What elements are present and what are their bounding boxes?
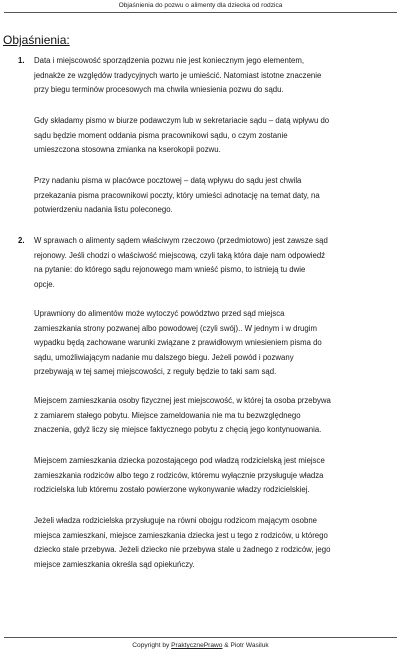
header-divider [4,12,397,13]
footer-link[interactable]: PraktycznePrawo [171,642,223,649]
text-line: Miejscem zamieszkania osoby fizycznej jest miejscowość, w której ta osoba przebywa [34,396,331,405]
page-footer [0,640,401,652]
text-line: miejsca zamieszkani, miejsce zamieszkania dziecka jest u tego z rodziców, u którego [34,530,328,540]
item-1-paragraph-1 [34,54,394,98]
item-1-paragraph-2 [34,114,394,158]
item-2-paragraph-4 [34,454,394,498]
text-line: sądu, umożliwiającym nadanie mu dalszego biegu. Jeżeli powód i pozwany [34,352,294,362]
footer-prefix: Copyright by [132,642,172,649]
text-line: jednakże ze względów tradycyjnych warto je umieścić. Natomiast istotne znaczenie [34,70,322,80]
text-line: sądu będzie moment oddania pisma pracownikowi sądu, o czym zostanie [34,130,288,140]
section-title: Objaśnienia: [3,33,70,47]
text-line: Jeżeli władza rodzicielska przysługuje na równi obojgu rodzicom mającym osobne [34,516,317,525]
text-line: opcje. [34,279,55,289]
text-line: z zamiarem stałego pobytu. Miejsce zameldowania nie ma tu bezwzględnego [34,410,301,420]
text-line: przy biegu terminów procesowych ma chwila wniesienia pozwu do sądu. [34,85,284,94]
text-line: dziecko stale przebywa. Jeżeli dziecko nie przebywa stale u żadnego z rodziców, jego [34,545,331,554]
text-line: wypadku będą zachowane warunki związane z prawidłowym wniesieniem pisma do [34,338,322,347]
item-2-paragraph-2 [34,307,394,380]
text-line: Miejscem zamieszkania dziecka pozostającego pod władzą rodzicielską jest miejsce [34,456,325,465]
item-number-1: 1. [18,56,25,65]
item-1-paragraph-3 [34,174,394,218]
text-line: Uprawniony do alimentów może wytoczyć powództwo przed sąd miejsca [34,309,285,318]
text-line: przebywają w tej samej miejscowości, z reguły będzie to taki sam sąd. [34,367,277,376]
text-line: rodzicielska lub któremu zostało powierzone wykonywanie władzy rodzicielskiej. [34,485,310,494]
footer-divider [4,637,397,638]
text-line: Przy nadaniu pisma w placówce pocztowej – datą wpływu do sądu jest chwila [34,176,302,185]
header-title: Objaśnienia do pozwu o alimenty dla dziecka od rodzica [118,2,283,9]
text-line: miejsce zamieszkania określa sąd opiekuńczy. [34,559,195,569]
item-2-paragraph-5 [34,514,394,572]
text-line: zamieszkania strony pozwanej albo powodowej (czyli swój).. W jednym i w drugim [34,323,317,333]
text-line: Data i miejscowość sporządzenia pozwu nie jest koniecznym jego elementem, [34,56,304,65]
item-2-paragraph-3 [34,394,394,438]
text-line: na pytanie: do którego sądu rejonowego mam wnieść pismo, to istnieją tu dwie [34,265,306,274]
text-line: rejonowy. Jeśli chodzi o właściwość miejscową, czyli taką która daje nam odpowiedź [34,250,326,260]
text-line: znaczenia, gdyż liczy się miejsce faktycznego pobytu z chęcią jego kontynuowania. [34,425,322,434]
footer-suffix: & Piotr Wasiluk [222,642,269,649]
item-number-2: 2. [18,236,25,245]
text-line: przekazania pisma pracownikowi poczty, który umieści adnotację na temat daty, na [34,190,320,200]
text-line: zamieszkania rodziców albo tego z rodziców, któremu wyłącznie przysługuje władza [34,470,324,480]
text-line: umieszczona stosowna zmianka na kserokopii pozwu. [34,145,221,154]
item-2-paragraph-1 [34,234,394,292]
text-line: W sprawach o alimenty sądem właściwym rzeczowo (przedmiotowo) jest zawsze sąd [34,236,328,245]
text-line: Gdy składamy pismo w biurze podawczym lub w sekretariacie sądu – datą wpływu do [34,116,330,125]
text-line: potwierdzeniu nadania listu poleconego. [34,205,173,214]
